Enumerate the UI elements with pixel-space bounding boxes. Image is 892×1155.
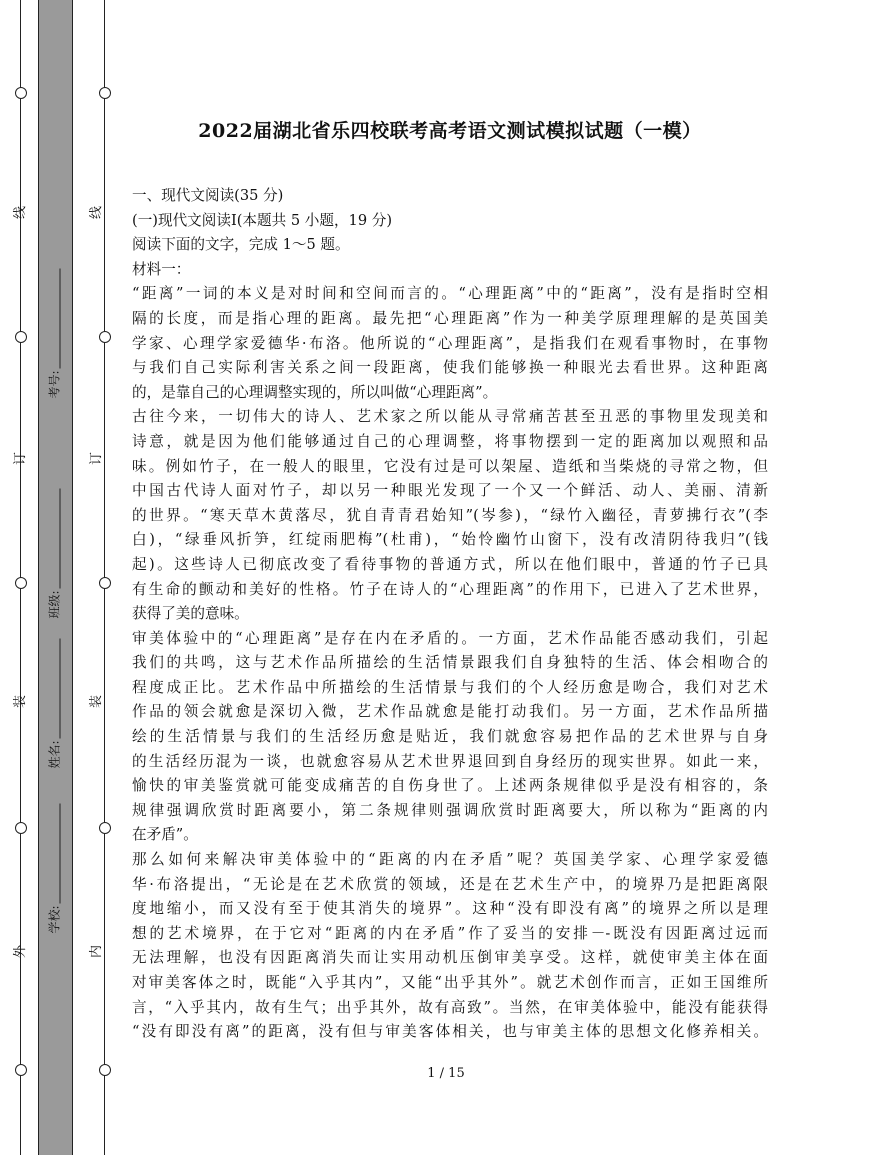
text-line: 获得了美的意味。: [132, 605, 249, 623]
margin-rule-band-left: [38, 0, 39, 1155]
margin-char-ding-outer: 订: [13, 451, 29, 466]
school-label: 学校:: [47, 905, 62, 934]
text-line: 隔的长度，而是指心理的距离。最先把“心理距离”作为一种美学原理理解的是英国美: [132, 309, 768, 327]
name-blank[interactable]: [50, 638, 61, 738]
binding-hole-circle: [15, 331, 27, 343]
margin-rule-band-right: [72, 0, 73, 1155]
section-heading: 一、现代文阅读(35 分): [132, 187, 284, 204]
body-text: [132, 184, 768, 1045]
class-field[interactable]: [46, 479, 63, 619]
text-line: 与我们自己实际利害关系之间一段距离，使我们能够换一种眼光去看世界。这种距离: [132, 359, 768, 377]
school-field[interactable]: [46, 794, 63, 934]
margin-char-zhuang-outer: 装: [13, 694, 29, 709]
text-line: “距离”一词的本义是对时间和空间而言的。“心理距离”中的“距离”，没有是指时空相: [132, 285, 768, 303]
binding-hole-circle: [15, 822, 27, 834]
text-line: 我们的共鸣，这与艺术作品所描绘的生活情景跟我们自身独特的生活、体会相吻合的: [132, 654, 768, 672]
text-line: 愉快的审美鉴赏就可能变成痛苦的自伤身世了。上述两条规律似乎是没有相容的，条: [132, 777, 768, 795]
text-line: 无法理解，也没有因距离消失而让实用动机压倒审美享受。这样，就使审美主体在面: [132, 949, 768, 967]
binding-margin: [0, 0, 118, 1155]
text-line: 古往今来，一切伟大的诗人、艺术家之所以能从寻常痛苦甚至丑恶的事物里发现美和: [132, 408, 768, 426]
text-line: 度地缩小，而又没有至于使其消失的境界”。这种“没有即没有离”的境界之所以是理: [132, 900, 768, 918]
text-line: “没有即没有离”的距离，没有但与审美客体相关，也与审美主体的思想文化修养相关。: [132, 1023, 768, 1041]
margin-char-xian-outer: 线: [13, 205, 29, 220]
class-label: 班级:: [47, 590, 62, 619]
binding-hole-circle: [99, 87, 111, 99]
exam-number-label: 考号:: [47, 370, 62, 399]
text-line: 华·布洛提出，“无论是在艺术欣赏的领域，还是在艺术生产中，的境界乃是把距离限: [132, 875, 768, 893]
class-blank[interactable]: [50, 488, 61, 588]
margin-char-nei-inner: 内: [89, 944, 105, 959]
binding-hole-circle: [99, 331, 111, 343]
exam-number-field[interactable]: [46, 259, 63, 399]
binding-hole-circle: [15, 577, 27, 589]
text-line: 言，“入乎其内，故有生气；出乎其外，故有高致”。当然，在审美体验中，能没有能获得: [132, 998, 768, 1016]
binding-hole-circle: [15, 87, 27, 99]
page-number: 1 / 15: [427, 1066, 465, 1081]
material-label: 材料一：: [132, 260, 191, 278]
text-line: 想的艺术境界，在于它对“距离的内在矛盾”作了妥当的安排－-既没有因距离过远而: [132, 924, 768, 942]
text-line: 审美体验中的“心理距离”是存在内在矛盾的。一方面，艺术作品能否感动我们，引起: [132, 629, 768, 647]
school-blank[interactable]: [50, 803, 61, 903]
margin-char-zhuang-inner: 装: [89, 694, 105, 709]
text-line: 那么如何来解决审美体验中的“距离的内在矛盾”呢？英国美学家、心理学家爱德: [132, 851, 768, 869]
binding-hole-circle: [99, 822, 111, 834]
text-line: 中国古代诗人面对竹子，却以另一种眼光发现了一个又一个鲜活、动人、美丽、清新: [132, 482, 768, 500]
text-line: 的世界。“寒天草木黄落尽，犹自青青君始知”(岑参)，“绿竹入幽径，青萝拂行衣”(李: [132, 506, 768, 524]
text-line: 起)。这些诗人已彻底改变了看待事物的普通方式，所以在他们眼中，普通的竹子已具: [132, 555, 768, 573]
subsection-heading: (一)现代文阅读I(本题共 5 小题，19 分): [132, 211, 393, 229]
text-line: 味。例如竹子，在一般人的眼里，它没有过是可以架屋、造纸和当柴烧的寻常之物，但: [132, 457, 768, 475]
name-label: 姓名:: [47, 740, 62, 769]
text-line: 对审美客体之时，既能“入乎其内”，又能“出乎其外”。就艺术创作而言，正如王国维所: [132, 974, 768, 991]
margin-char-ding-inner: 订: [89, 451, 105, 466]
text-line: 作品的领会就愈是深切入微，艺术作品就愈是能打动我们。另一方面，艺术作品所描: [132, 703, 768, 721]
margin-char-xian-inner: 线: [89, 205, 105, 220]
text-line: 白)，“绿垂风折笋，红绽雨肥梅”(杜甫)，“始怜幽竹山窗下，没有改清阴待我归”(钱: [132, 531, 768, 549]
text-line: 规律强调欣赏时距离要小，第二条规律则强调欣赏时距离要大，所以称为“距离的内: [132, 801, 768, 819]
name-field[interactable]: [46, 629, 63, 769]
instruction-line: 阅读下面的文字，完成 1～5 题。: [132, 236, 350, 254]
text-line: 在矛盾”。: [132, 826, 198, 844]
exam-number-blank[interactable]: [50, 268, 61, 368]
text-line: 的，是靠自己的心理调整实现的，所以叫做“心理距离”。: [132, 383, 498, 401]
text-line: 绘的生活情景与我们的生活经历愈是贴近，我们就愈容易把作品的艺术世界与自身: [132, 728, 768, 746]
binding-hole-circle: [99, 577, 111, 589]
text-line: 的生活经历混为一谈，也就愈容易从艺术世界退回到自身经历的现实世界。如此一来，: [132, 752, 768, 770]
margin-char-wai-outer: 外: [13, 944, 29, 959]
text-line: 诗意，就是因为他们能够通过自己的心理调整，将事物摆到一定的距离加以观照和品: [132, 432, 768, 450]
text-line: 有生命的颤动和美好的性格。竹子在诗人的“心理距离”的作用下，已进入了艺术世界，: [132, 580, 768, 598]
text-line: 程度成正比。艺术作品中所描绘的生活情景与我们的个人经历愈是吻合，我们对艺术: [132, 678, 768, 696]
text-line: 学家、心理学家爱德华·布洛。他所说的“心理距离”，是指我们在观看事物时，在事物: [132, 334, 768, 352]
page-title: 2022届湖北省乐四校联考高考语文测试模拟试题（一模）: [198, 120, 702, 142]
